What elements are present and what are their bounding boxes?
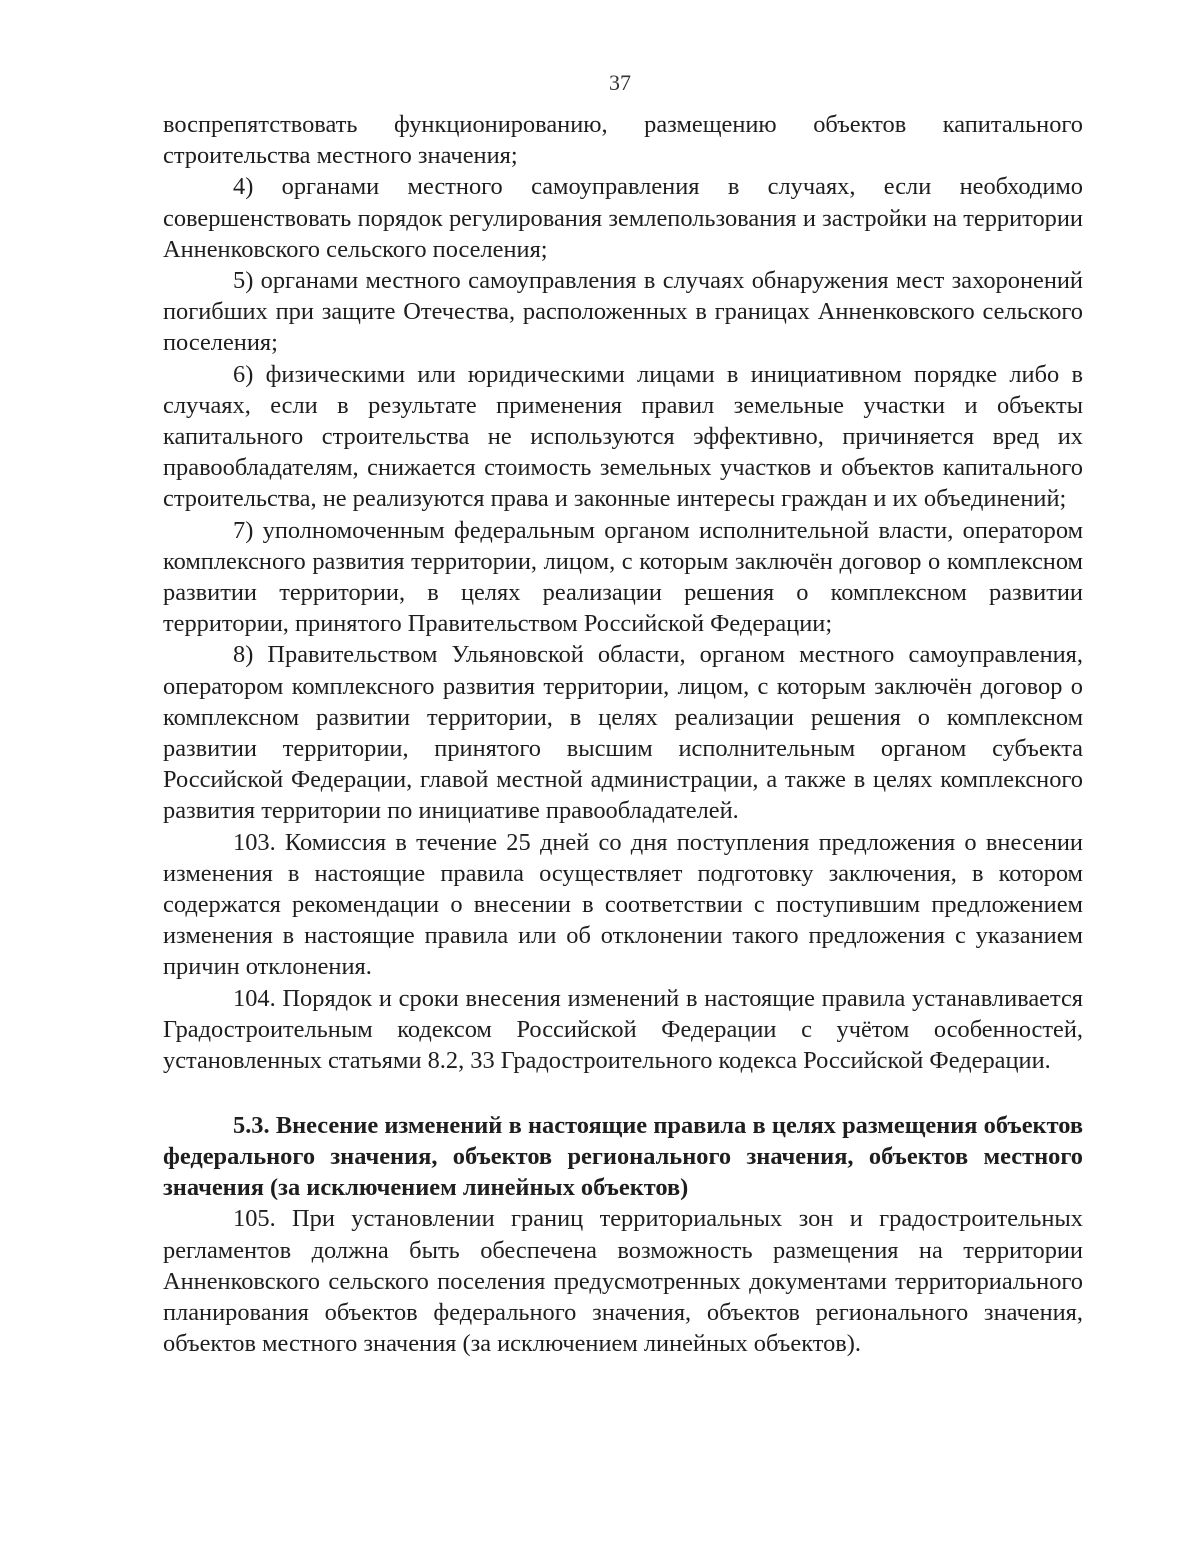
clause-104: 104. Порядок и сроки внесения изменений в настоящие правила устанавливается Градостроительным кодексом Российской Федерации с учётом особенностей, установленных статьями 8.2, 33 Градостроительного кодекса Российской Федерации.	[163, 984, 1083, 1075]
page-number: 37	[609, 70, 631, 95]
list-item-7: 7) уполномоченным федеральным органом исполнительной власти, оператором комплексного развития территории, лицом, с которым заключён договор о комплексном развитии территории, в целях реализации решения о комплексном развитии территории, принятого Правительством Российской Федерации;	[163, 516, 1083, 638]
list-item-5: 5) органами местного самоуправления в случаях обнаружения мест захоронений погибших при защите Отечества, расположенных в границах Анненковского сельского поселения;	[163, 267, 1083, 357]
paragraph-continuation: воспрепятствовать функционированию, размещению объектов капитального строительства местного значения;	[163, 111, 1083, 170]
list-item-8: 8) Правительством Ульяновской области, органом местного самоуправления, оператором комплексного развития территории, лицом, с которым заключён договор о комплексном развитии территории, в целях реализации решения о комплексном развитии территории, принятого высшим исполнительным органом субъекта Российской Федерации, главой местной администрации, а также в целях комплексного развития территории по инициативе правообладателей.	[163, 641, 1083, 825]
list-item-6: 6) физическими или юридическими лицами в инициативном порядке либо в случаях, если в результате применения правил земельные участки и объекты капитального строительства не используются эффективно, причиняется вред их правообладателям, снижается стоимость земельных участков и объектов капитального строительства, не реализуются права и законные интересы граждан и их объединений;	[163, 360, 1083, 513]
clause-103: 103. Комиссия в течение 25 дней со дня поступления предложения о внесении изменения в настоящие правила осуществляет подготовку заключения, в котором содержатся рекомендации о внесении в соответствии с поступившим предложением изменения в настоящие правила или об отклонении такого предложения с указанием причин отклонения.	[163, 828, 1083, 981]
list-item-4: 4) органами местного самоуправления в случаях, если необходимо совершенствовать порядок регулирования землепользования и застройки на территории Анненковского сельского поселения;	[163, 173, 1083, 263]
section-heading-5-3: 5.3. Внесение изменений в настоящие правила в целях размещения объектов федерального значения, объектов регионального значения, объектов местного значения (за исключением линейных объектов)	[163, 1112, 1083, 1202]
clause-105: 105. При установлении границ территориальных зон и градостроительных регламентов должна быть обеспечена возможность размещения на территории Анненковского сельского поселения предусмотренных документами территориального планирования объектов федерального значения, объектов регионального значения, объектов местного значения (за исключением линейных объектов).	[163, 1205, 1083, 1358]
document-body	[163, 109, 1083, 1359]
